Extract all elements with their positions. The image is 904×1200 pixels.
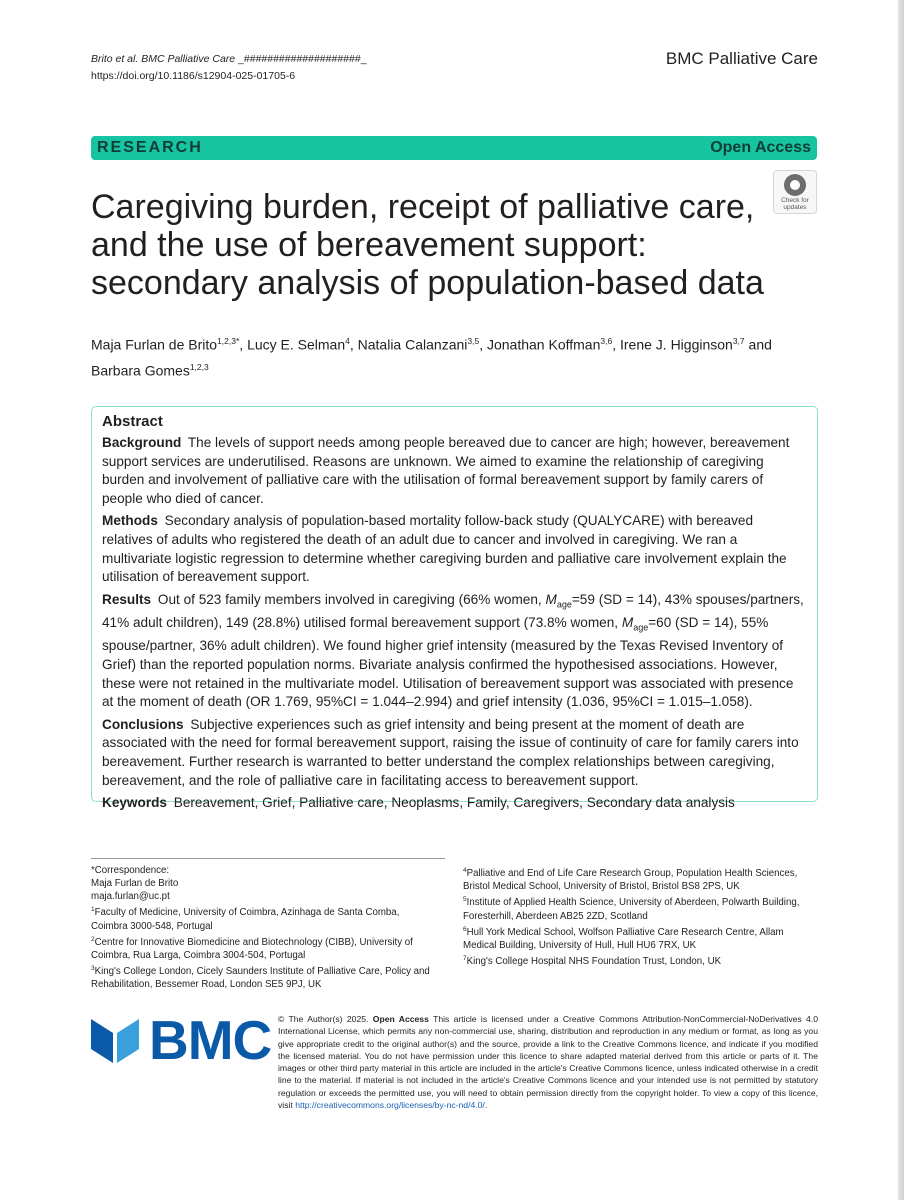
doi-link[interactable]: https://doi.org/10.1186/s12904-025-01705-6: [91, 70, 296, 82]
abstract-methods: [102, 512, 807, 586]
license-text: This article is licensed under a Creative Commons Attribution-NonCommercial-NoDerivatives 4.0 International License, which permits any non-commercial use, sharing, distribution and reproduction in any medium or format, as long as you give appropriate credit to the original author(s) and the source, provide a link to the Creative Commons licence, and indicate if you modified the licensed material. You do not have permission under this licence to share adapted material derived from this article or parts of it. The images or other third party material in this article are included in the article's Creative Commons licence, unless indicated otherwise in a credit line to the material. If material is not included in the article's Creative Commons licence and your intended use is not permitted by statutory regulation or exceeds the permitted use, you will need to obtain permission directly from the copyright holder. To view a copy of this licence, visit: [278, 1014, 819, 1111]
citation-journal: Brito et al. BMC Palliative Care: [91, 53, 236, 65]
results-text-3: =60 (SD = 14), 55% spouse/partner, 36% adult children). We found higher grief intensity (measured by the Texas Revised Inventory of Grief) than the reported population norms. Bivariate analysis confirmed the hypothesised associations. However, these were not retained in the multivariate model. Utilisation of bereavement support was associated with presence at the moment of death (OR 1.769, 95%CI = 1.044–2.994) and grief intensity (1.036, 95%CI = 1.015–1.058).: [102, 615, 794, 710]
author-name[interactable]: Jonathan Koffman: [486, 336, 601, 353]
license-open-access: Open Access: [372, 1014, 429, 1024]
affiliation-item: $^5$Institute of Applied Health Science, University of Aberdeen, Polwarth Building, Foresterhill, Aberdeen AB25 2ZD, Scotland: [463, 896, 800, 922]
footnotes-left: [91, 864, 431, 992]
affiliation-item: $^3$King's College London, Cicely Saunders Institute of Palliative Care, Policy and Rehabilitation, Bessemer Road, London SE5 9PJ, UK: [91, 965, 430, 991]
author-name[interactable]: Irene J. Higginson: [619, 336, 733, 353]
author-list: Maja Furlan de Brito$^{1,2,3*}$, Lucy E. Selman$^4$, Natalia Calanzani$^{3,5}$, Jonathan Koffman$^{3,6}$, Irene J. Higginson$^{3,7}$ and Barbara Gomes$^{1,2,3}$: [91, 336, 772, 379]
footnotes-right: [463, 864, 803, 969]
check-updates-line2: updates: [783, 204, 807, 211]
article-type-banner: [91, 136, 817, 160]
affiliation-item: $^2$Centre for Innovative Biomedicine and Biotechnology (CIBB), University of Coimbra, Rua Larga, Coimbra 3004-504, Portugal: [91, 935, 413, 962]
license-url[interactable]: http://creativecommons.org/licenses/by-nc-nd/4.0/: [295, 1100, 485, 1111]
page-edge-shadow: [898, 0, 904, 1200]
author-affiliation: 3,6: [600, 336, 613, 346]
affiliation-item: $^1$Faculty of Medicine, University of Coimbra, Azinhaga de Santa Comba, Coimbra 3000-548, Portugal: [91, 906, 400, 932]
bmc-logo-icon: [91, 1015, 141, 1065]
bmc-logo-text: BMC: [149, 1009, 272, 1071]
bmc-logo: [91, 1009, 272, 1071]
abstract-box: [91, 406, 818, 811]
open-access-label: Open Access: [710, 139, 811, 156]
abstract-conclusions: [102, 716, 807, 790]
author-name[interactable]: Maja Furlan de Brito: [91, 336, 218, 353]
abstract-results: [102, 591, 807, 712]
citation-suffix: _####################_: [235, 53, 367, 65]
abstract-heading: Abstract: [102, 413, 163, 430]
footnote-divider: [91, 858, 445, 859]
keywords-label: Keywords: [102, 795, 167, 811]
correspondence-name: Maja Furlan de Brito: [91, 878, 179, 890]
methods-label: Methods: [102, 513, 158, 529]
check-for-updates-icon: [784, 174, 806, 196]
methods-text: Secondary analysis of population-based mortality follow-back study (QUALYCARE) with bereaved relatives of adults who registered the death of an adult due to cancer and involved in caregiving. We ran a multivariate logistic regression to determine whether caregiving burden and palliative care involvement explain the utilisation of bereavement support.: [102, 513, 787, 585]
license-prefix: © The Author(s) 2025.: [278, 1014, 373, 1024]
license-statement: [278, 1013, 818, 1111]
results-mean-subscript: age: [633, 622, 649, 633]
author-name[interactable]: Natalia Calanzani: [357, 336, 468, 353]
affiliation-item: $^6$Hull York Medical School, Wolfson Palliative Care Research Centre, Allam Medical Building, University of Hull, Hull HU6 7RX, UK: [463, 925, 784, 952]
correspondence-email[interactable]: maja.furlan@uc.pt: [91, 891, 170, 903]
conclusions-text: Subjective experiences such as grief intensity and being present at the moment of death are associated with the need for formal bereavement support, raising the issue of continuity of care for family carers into bereavement. Further research is warranted to better understand the complex relationships between caregiving, bereavement, and the role of palliative care in facilitating access to bereavement support.: [102, 716, 799, 788]
affiliation-item: $^7$King's College Hospital NHS Foundation Trust, London, UK: [463, 955, 722, 968]
article-title: Caregiving burden, receipt of palliative care, and the use of bereavement support: secondary analysis of population-based data: [91, 188, 764, 302]
abstract-background: [102, 434, 807, 508]
correspondence-label: *Correspondence:: [91, 865, 170, 876]
results-text-1: Out of 523 family members involved in caregiving (66% women,: [157, 591, 546, 607]
author-affiliation: 1,2,3*: [217, 336, 240, 346]
research-label: RESEARCH: [97, 139, 203, 156]
check-for-updates-button[interactable]: [773, 170, 817, 214]
author-affiliation: 1,2,3: [189, 361, 209, 372]
background-text: The levels of support needs among people bereaved due to cancer are high; however, bereavement support services are underutilised. Reasons are unknown. We aimed to examine the relationship of caregiving burden and involvement of palliative care with the utilisation of formal bereavement support by family carers of people who died of cancer.: [102, 435, 790, 506]
license-suffix: .: [484, 1100, 488, 1111]
results-mean-symbol: M: [545, 591, 557, 607]
affiliation-item: $^4$Palliative and End of Life Care Research Group, Population Health Sciences, Bristol Medical School, University of Bristol, Bristol BS8 2PS, UK: [463, 867, 798, 893]
author-name[interactable]: Lucy E. Selman: [247, 336, 346, 353]
author-affiliation: 3,7: [732, 336, 745, 346]
author-affiliation: 4: [345, 336, 350, 346]
results-mean-symbol: M: [621, 615, 634, 631]
check-updates-line1: Check for: [781, 197, 809, 204]
keywords-text: Bereavement, Grief, Palliative care, Neoplasms, Family, Caregivers, Secondary data analysis: [173, 795, 735, 811]
journal-name: BMC Palliative Care: [665, 49, 818, 68]
author-affiliation: 3,5: [467, 336, 480, 346]
abstract-keywords: [102, 794, 807, 813]
results-label: Results: [102, 591, 152, 607]
conclusions-label: Conclusions: [102, 716, 184, 732]
results-mean-subscript: age: [556, 599, 572, 610]
results-text-2: =59 (SD = 14), 43% spouses/partners, 41% adult children), 149 (28.8%) utilised formal bereavement support (73.8% women,: [102, 591, 804, 631]
background-label: Background: [102, 435, 182, 450]
author-name[interactable]: Barbara Gomes: [91, 362, 190, 379]
citation-header: [91, 51, 367, 85]
